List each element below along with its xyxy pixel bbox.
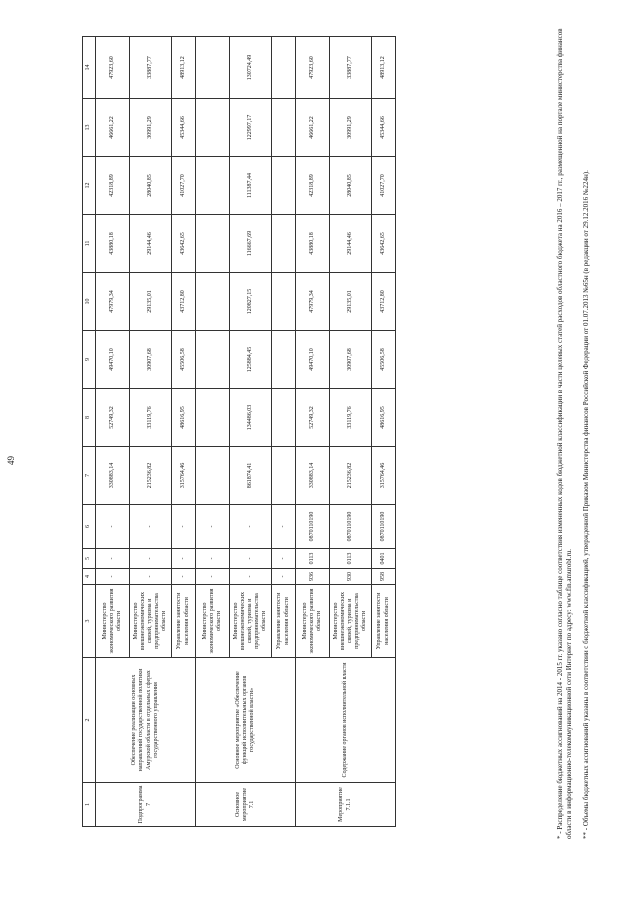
value-cell-c10: 47979,34: [296, 273, 330, 331]
value-cell-c6: 0870110190: [330, 505, 372, 549]
value-cell-c4: -: [230, 569, 272, 585]
value-cell-c6: -: [130, 505, 172, 549]
value-cell-c14: [196, 37, 230, 99]
value-cell-c14: 33887,77: [130, 37, 172, 99]
value-cell-c7: 330883,14: [296, 447, 330, 505]
value-cell-c5: -: [96, 549, 130, 569]
value-cell-c6: -: [96, 505, 130, 549]
value-cell-c14: [272, 37, 296, 99]
value-cell-c13: 46661,22: [96, 99, 130, 157]
header-cell: 11: [83, 215, 96, 273]
value-cell-c8: 134486,03: [230, 389, 272, 447]
value-cell-c4: -: [172, 569, 196, 585]
value-cell-c11: 29144,46: [330, 215, 372, 273]
value-cell-c12: [272, 157, 296, 215]
value-cell-c10: 47979,34: [96, 273, 130, 331]
value-cell-c14: 33887,77: [330, 37, 372, 99]
value-cell-c8: 52749,32: [96, 389, 130, 447]
value-cell-c9: 49470,10: [96, 331, 130, 389]
value-cell-c12: 111387,44: [230, 157, 272, 215]
value-cell-c7: 315764,46: [372, 447, 396, 505]
row-group-code: Подпрограмма 7: [96, 783, 196, 827]
organization-cell: Управление занятости населения области: [372, 585, 396, 658]
value-cell-c12: 42318,89: [296, 157, 330, 215]
value-cell-c7: [196, 447, 230, 505]
value-cell-c12: 42318,89: [96, 157, 130, 215]
value-cell-c13: [272, 99, 296, 157]
value-cell-c6: -: [272, 505, 296, 549]
value-cell-c11: 29144,46: [130, 215, 172, 273]
value-cell-c13: 46661,22: [296, 99, 330, 157]
value-cell-c11: [272, 215, 296, 273]
organization-cell: Министерство внешнеэкономических связей, туризма и предпринимательства области: [230, 585, 272, 658]
value-cell-c10: 29135,01: [130, 273, 172, 331]
value-cell-c7: [272, 447, 296, 505]
value-cell-c11: 43880,18: [96, 215, 130, 273]
value-cell-c4: 936: [296, 569, 330, 585]
value-cell-c6: 0870110190: [372, 505, 396, 549]
header-cell: 9: [83, 331, 96, 389]
value-cell-c5: 0113: [296, 549, 330, 569]
budget-table: [82, 36, 396, 827]
value-cell-c13: 122997,17: [230, 99, 272, 157]
footnote-1: * - Распределение бюджетных ассигнований на 2014 - 2015 гг. указано согласно таблице соответствия измененных кодов бюджетной классификации в части целевых статей расходов областного бюджета на 2016 – 2017 гг., размещенной на портале министерства финансов области в информационно-телекоммуникационной сети Интернет по адресу: www.fin.amurobl.ru.: [556, 28, 574, 839]
table-body: [83, 37, 396, 827]
value-cell-c4: -: [196, 569, 230, 585]
value-cell-c4: -: [96, 569, 130, 585]
value-cell-c9: 30907,68: [130, 331, 172, 389]
value-cell-c7: 315764,46: [172, 447, 196, 505]
value-cell-c10: 29135,01: [330, 273, 372, 331]
organization-cell: Министерство экономического развития области: [196, 585, 230, 658]
value-cell-c13: 45344,66: [372, 99, 396, 157]
row-group-code: Основное мероприятие 7.1: [196, 783, 296, 827]
organization-cell: Управление занятости населения области: [272, 585, 296, 658]
value-cell-c4: -: [130, 569, 172, 585]
value-cell-c9: 125884,45: [230, 331, 272, 389]
header-cell: 5: [83, 549, 96, 569]
value-cell-c5: -: [130, 549, 172, 569]
value-cell-c9: 30907,68: [330, 331, 372, 389]
value-cell-c7: 330883,14: [96, 447, 130, 505]
value-cell-c5: 0401: [372, 549, 396, 569]
value-cell-c12: 41027,70: [372, 157, 396, 215]
header-cell: 13: [83, 99, 96, 157]
value-cell-c12: 41027,70: [172, 157, 196, 215]
value-cell-c7: 861874,41: [230, 447, 272, 505]
value-cell-c8: 52749,32: [296, 389, 330, 447]
value-cell-c8: [272, 389, 296, 447]
value-cell-c10: [196, 273, 230, 331]
value-cell-c6: -: [230, 505, 272, 549]
header-cell: 2: [83, 658, 96, 783]
value-cell-c10: [272, 273, 296, 331]
value-cell-c9: [196, 331, 230, 389]
value-cell-c14: 48913,12: [172, 37, 196, 99]
value-cell-c9: 45506,58: [372, 331, 396, 389]
value-cell-c11: 43642,65: [172, 215, 196, 273]
value-cell-c4: -: [272, 569, 296, 585]
value-cell-c11: 43880,18: [296, 215, 330, 273]
organization-cell: Министерство внешнеэкономических связей, туризма и предпринимательства области: [130, 585, 172, 658]
header-cell: 14: [83, 37, 96, 99]
value-cell-c14: 47923,60: [296, 37, 330, 99]
value-cell-c14: 130724,49: [230, 37, 272, 99]
value-cell-c12: [196, 157, 230, 215]
value-cell-c7: 215236,82: [130, 447, 172, 505]
header-cell: 12: [83, 157, 96, 215]
value-cell-c9: 45506,58: [172, 331, 196, 389]
row-group-title: Обеспечение реализации основных направлений государственной политики Амурской области в отдельных сферах государственного управления: [96, 658, 196, 783]
footnote-2: ** - Объемы бюджетных ассигнований указаны в соответствии с бюджетной классификацией, утвержденной Приказом Министерства финансов Российской Федерации от 01.07.2013 №65н (в редакции от 29.12.2016 №224н).: [582, 170, 590, 839]
row-group-title: Основное мероприятие «Обеспечение функций исполнительных органов государственной власти»: [196, 658, 296, 783]
value-cell-c10: 120827,15: [230, 273, 272, 331]
value-cell-c5: -: [272, 549, 296, 569]
table-row: [96, 37, 130, 827]
value-cell-c9: [272, 331, 296, 389]
value-cell-c14: 48913,12: [372, 37, 396, 99]
value-cell-c13: 30991,29: [330, 99, 372, 157]
value-cell-c5: 0113: [330, 549, 372, 569]
value-cell-c11: 116667,69: [230, 215, 272, 273]
organization-cell: Министерство внешнеэкономических связей, туризма и предпринимательства области: [330, 585, 372, 658]
table-row: [296, 37, 330, 827]
header-cell: 8: [83, 389, 96, 447]
header-cell: 1: [83, 783, 96, 827]
value-cell-c12: 28040,85: [330, 157, 372, 215]
value-cell-c10: 43712,80: [372, 273, 396, 331]
header-cell: 10: [83, 273, 96, 331]
value-cell-c5: -: [172, 549, 196, 569]
value-cell-c11: 43642,65: [372, 215, 396, 273]
row-group-title: Содержание органов исполнительной власти: [296, 658, 396, 783]
table-header-row: [83, 37, 96, 827]
header-cell: 7: [83, 447, 96, 505]
value-cell-c5: -: [230, 549, 272, 569]
organization-cell: Министерство экономического развития области: [296, 585, 330, 658]
value-cell-c14: 47923,60: [96, 37, 130, 99]
value-cell-c9: 49470,10: [296, 331, 330, 389]
value-cell-c10: 43712,80: [172, 273, 196, 331]
value-cell-c8: 33119,76: [130, 389, 172, 447]
value-cell-c4: 958: [372, 569, 396, 585]
row-group-code: Мероприятие 7.1.1: [296, 783, 396, 827]
value-cell-c12: 28040,85: [130, 157, 172, 215]
organization-cell: Министерство экономического развития области: [96, 585, 130, 658]
table-row: [196, 37, 230, 827]
value-cell-c6: -: [196, 505, 230, 549]
value-cell-c8: 48616,95: [172, 389, 196, 447]
value-cell-c13: 30991,29: [130, 99, 172, 157]
value-cell-c8: 48616,95: [372, 389, 396, 447]
value-cell-c7: 215236,82: [330, 447, 372, 505]
value-cell-c6: -: [172, 505, 196, 549]
header-cell: 6: [83, 505, 96, 549]
value-cell-c13: [196, 99, 230, 157]
value-cell-c5: -: [196, 549, 230, 569]
value-cell-c4: 930: [330, 569, 372, 585]
organization-cell: Управление занятости населения области: [172, 585, 196, 658]
value-cell-c8: [196, 389, 230, 447]
value-cell-c8: 33119,76: [330, 389, 372, 447]
header-cell: 3: [83, 585, 96, 658]
value-cell-c13: 45344,66: [172, 99, 196, 157]
header-cell: 4: [83, 569, 96, 585]
value-cell-c11: [196, 215, 230, 273]
value-cell-c6: 0870110190: [296, 505, 330, 549]
page-number: 49: [6, 456, 16, 465]
